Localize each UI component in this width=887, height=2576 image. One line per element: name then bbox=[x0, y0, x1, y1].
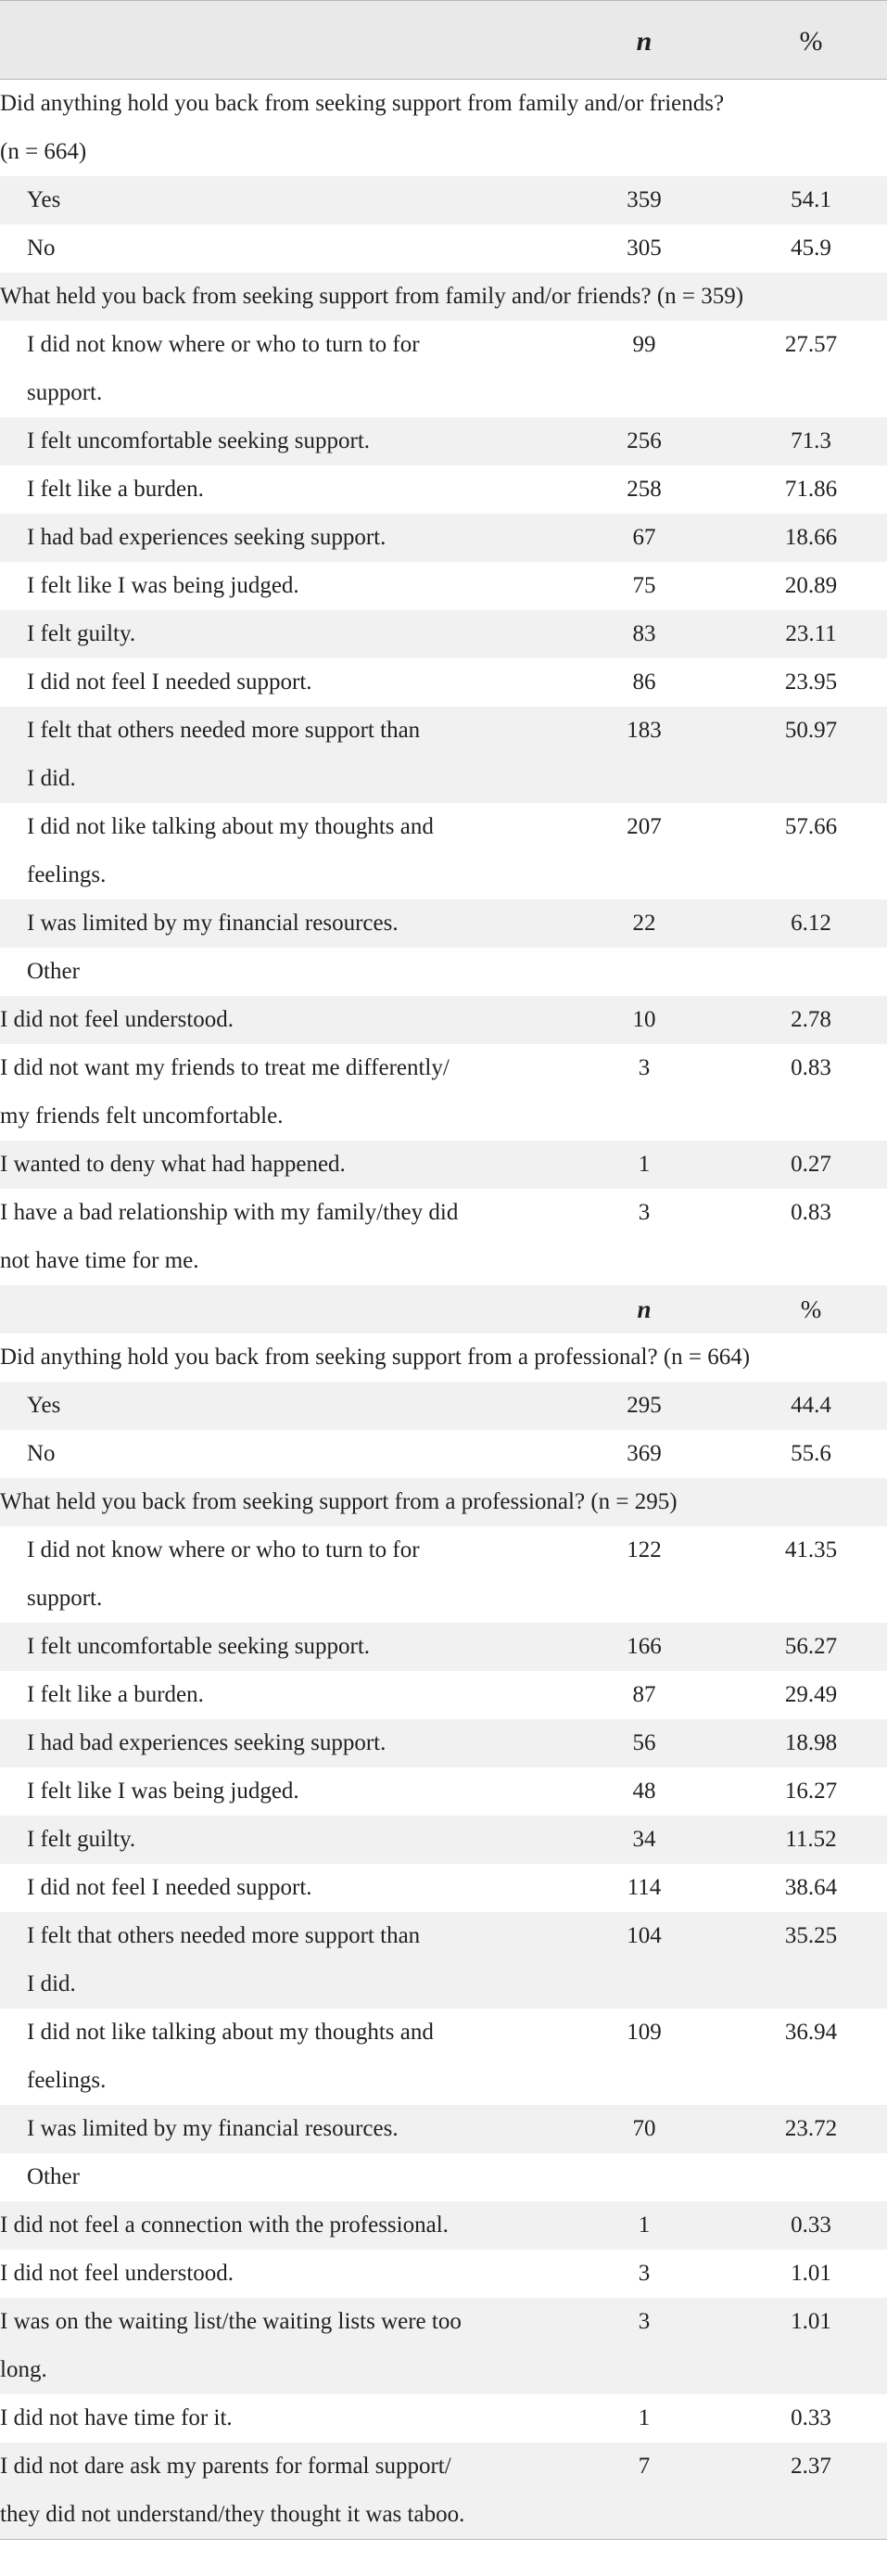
table-row bbox=[0, 2298, 887, 2394]
row-label bbox=[0, 1044, 519, 1141]
row-label bbox=[27, 465, 527, 514]
row-n: 3 bbox=[638, 1055, 651, 1080]
row-pct: 0.83 bbox=[791, 1055, 831, 1080]
row-label bbox=[27, 1719, 527, 1767]
row-n: 183 bbox=[627, 718, 662, 743]
table-row bbox=[0, 562, 887, 610]
table-row bbox=[0, 1526, 887, 1623]
table-row bbox=[0, 707, 887, 803]
row-pct: 56.27 bbox=[784, 1634, 838, 1659]
row-label bbox=[27, 1526, 527, 1623]
row-n: 10 bbox=[632, 1007, 656, 1032]
professional-other-list bbox=[0, 2201, 887, 2539]
row-pct: 50.97 bbox=[784, 718, 838, 743]
header-n: n bbox=[636, 26, 653, 57]
row-label bbox=[27, 1767, 527, 1816]
question-professional-reasons: What held you back from seeking support from a professional? (n = 295) bbox=[0, 1489, 678, 1514]
row-label-line: I had bad experiences seeking support. bbox=[27, 525, 386, 550]
row-n: 305 bbox=[627, 236, 662, 261]
row-n: 295 bbox=[627, 1393, 662, 1418]
row-n: 1 bbox=[638, 2213, 651, 2238]
row-label-line: long. bbox=[0, 2357, 47, 2382]
row-n: 166 bbox=[627, 1634, 662, 1659]
professional-reasons-list bbox=[0, 1526, 887, 2153]
row-pct: 0.33 bbox=[791, 2405, 831, 2430]
row-n: 122 bbox=[627, 1537, 662, 1562]
table-row bbox=[0, 2009, 887, 2105]
row-pct: 23.72 bbox=[784, 2116, 838, 2141]
row-label-line: I felt guilty. bbox=[27, 621, 136, 646]
row-label-line: I did not dare ask my parents for formal support/ bbox=[0, 2454, 451, 2479]
table-row bbox=[0, 1719, 887, 1767]
table-row bbox=[0, 996, 887, 1044]
row-pct: 29.49 bbox=[784, 1682, 838, 1707]
row-label bbox=[27, 417, 527, 465]
row-n: 87 bbox=[632, 1682, 656, 1707]
table-row bbox=[0, 2153, 887, 2201]
row-n: 1 bbox=[638, 2405, 651, 2430]
header-pct: % bbox=[799, 26, 823, 57]
table-row bbox=[0, 610, 887, 658]
row-label bbox=[27, 707, 527, 803]
row-label-line: I did not have time for it. bbox=[0, 2405, 233, 2430]
row-n: 22 bbox=[632, 911, 656, 936]
row-label-line: I did not feel understood. bbox=[0, 2261, 234, 2286]
row-label-line: not have time for me. bbox=[0, 1248, 199, 1273]
row-n: 114 bbox=[627, 1875, 662, 1900]
row-pct: 0.27 bbox=[791, 1152, 831, 1177]
row-n: 258 bbox=[627, 477, 662, 502]
row-pct: 35.25 bbox=[784, 1923, 838, 1948]
row-pct: 18.98 bbox=[784, 1730, 838, 1755]
row-pct: 57.66 bbox=[784, 814, 838, 839]
row-pct: 55.6 bbox=[791, 1441, 831, 1466]
row-label-line: I wanted to deny what had happened. bbox=[0, 1152, 346, 1177]
table-row bbox=[0, 2201, 887, 2250]
row-label-line: feelings. bbox=[27, 862, 107, 887]
other-label: Other bbox=[27, 959, 80, 984]
table-row bbox=[0, 321, 887, 417]
row-label: No bbox=[27, 236, 56, 261]
row-pct: 71.86 bbox=[784, 477, 838, 502]
row-pct: 0.33 bbox=[791, 2213, 831, 2238]
row-label bbox=[27, 899, 527, 948]
row-pct: 71.3 bbox=[791, 428, 831, 453]
other-label: Other bbox=[27, 2164, 80, 2189]
row-n: 70 bbox=[632, 2116, 656, 2141]
row-label-line: I felt that others needed more support than bbox=[27, 1923, 421, 1948]
row-n: 56 bbox=[632, 1730, 656, 1755]
row-label bbox=[27, 514, 527, 562]
row-label-line: I felt like a burden. bbox=[27, 1682, 204, 1707]
row-label-line: I was limited by my financial resources. bbox=[27, 911, 399, 936]
row-n: 3 bbox=[638, 1200, 651, 1225]
row-label bbox=[0, 2298, 519, 2394]
row-pct: 18.66 bbox=[784, 525, 838, 550]
row-pct: 36.94 bbox=[784, 2020, 838, 2045]
row-label bbox=[27, 562, 527, 610]
bottom-rule bbox=[0, 2539, 887, 2540]
row-pct: 0.83 bbox=[791, 1200, 831, 1225]
row-pct: 1.01 bbox=[791, 2261, 831, 2286]
table-row bbox=[0, 899, 887, 948]
row-pct: 2.37 bbox=[791, 2454, 831, 2479]
row-pct: 41.35 bbox=[784, 1537, 838, 1562]
row-pct: 38.64 bbox=[784, 1875, 838, 1900]
row-label bbox=[27, 2105, 527, 2153]
row-label: Yes bbox=[27, 1393, 61, 1418]
table-row bbox=[0, 1141, 887, 1189]
row-label-line: I felt like I was being judged. bbox=[27, 573, 299, 598]
row-label-line: I have a bad relationship with my family/they did bbox=[0, 1200, 459, 1225]
row-label-line: I did. bbox=[27, 766, 76, 791]
row-label bbox=[27, 1671, 527, 1719]
table-row bbox=[0, 1816, 887, 1864]
table-row bbox=[0, 1189, 887, 1285]
row-label bbox=[27, 1623, 527, 1671]
row-label-line: I felt like I was being judged. bbox=[27, 1779, 299, 1804]
row-label-line: I felt uncomfortable seeking support. bbox=[27, 428, 371, 453]
row-n: 109 bbox=[627, 2020, 662, 2045]
row-pct: 6.12 bbox=[791, 911, 831, 936]
family-other-list bbox=[0, 996, 887, 1285]
table-row bbox=[0, 1671, 887, 1719]
question-family-reasons: What held you back from seeking support from family and/or friends? (n = 359) bbox=[0, 284, 744, 309]
row-label bbox=[0, 2442, 519, 2539]
row-label-line: I did not know where or who to turn to for bbox=[27, 332, 420, 357]
table-row bbox=[0, 803, 887, 899]
row-label-line: I did not want my friends to treat me differently/ bbox=[0, 1055, 450, 1080]
table-row bbox=[0, 658, 887, 707]
table-row bbox=[0, 273, 887, 321]
row-pct: 16.27 bbox=[784, 1779, 838, 1804]
row-label-line: feelings. bbox=[27, 2068, 107, 2093]
table-row bbox=[0, 2105, 887, 2153]
question-text: Did anything hold you back from seeking support from family and/or friends? bbox=[0, 91, 725, 116]
question-n-note: (n = 664) bbox=[0, 139, 87, 164]
table-row bbox=[0, 1478, 887, 1526]
row-pct: 45.9 bbox=[791, 236, 831, 261]
row-label bbox=[0, 2201, 519, 2250]
subheader-n: n bbox=[637, 1295, 652, 1323]
table-row bbox=[0, 2250, 887, 2298]
row-label-line: I did not feel I needed support. bbox=[27, 1875, 312, 1900]
row-n: 75 bbox=[632, 573, 656, 598]
row-pct: 23.95 bbox=[784, 670, 838, 695]
row-label bbox=[27, 803, 527, 899]
table-row bbox=[0, 514, 887, 562]
row-label-line: I did not feel understood. bbox=[0, 1007, 234, 1032]
table-row bbox=[0, 1285, 887, 1333]
table-row bbox=[0, 176, 887, 224]
row-label bbox=[0, 1141, 519, 1189]
row-label-line: support. bbox=[27, 1586, 103, 1611]
row-pct: 27.57 bbox=[784, 332, 838, 357]
question-family-holdback bbox=[0, 80, 871, 176]
table-row bbox=[0, 80, 887, 176]
row-label bbox=[0, 1189, 519, 1285]
table-row bbox=[0, 1333, 887, 1382]
row-label-line: I did not feel I needed support. bbox=[27, 670, 312, 695]
row-label-line: I did not feel a connection with the professional. bbox=[0, 2213, 449, 2238]
table-row bbox=[0, 1864, 887, 1912]
table-row bbox=[0, 417, 887, 465]
row-label-line: I felt uncomfortable seeking support. bbox=[27, 1634, 371, 1659]
row-pct: 44.4 bbox=[791, 1393, 831, 1418]
row-label bbox=[27, 1864, 527, 1912]
table-row bbox=[0, 1912, 887, 2009]
table-row bbox=[0, 224, 887, 273]
subheader-pct: % bbox=[800, 1295, 822, 1323]
row-n: 83 bbox=[632, 621, 656, 646]
row-pct: 23.11 bbox=[785, 621, 837, 646]
row-label bbox=[0, 996, 519, 1044]
row-label-line: I did not like talking about my thoughts and bbox=[27, 814, 434, 839]
row-label-line: I felt that others needed more support than bbox=[27, 718, 421, 743]
row-label-line: I had bad experiences seeking support. bbox=[27, 1730, 386, 1755]
family-reasons-list bbox=[0, 321, 887, 948]
row-label-line: my friends felt uncomfortable. bbox=[0, 1103, 284, 1129]
row-label bbox=[0, 2394, 519, 2442]
row-label: Yes bbox=[27, 187, 61, 212]
row-n: 369 bbox=[627, 1441, 662, 1466]
row-pct: 1.01 bbox=[791, 2309, 831, 2334]
row-label-line: I did not like talking about my thoughts and bbox=[27, 2020, 434, 2045]
row-pct: 20.89 bbox=[784, 573, 838, 598]
row-label: No bbox=[27, 1441, 56, 1466]
table-row bbox=[0, 948, 887, 996]
row-pct: 11.52 bbox=[785, 1827, 837, 1852]
row-label-line: support. bbox=[27, 380, 103, 405]
row-label bbox=[27, 1816, 527, 1864]
table-row bbox=[0, 1430, 887, 1478]
table-row bbox=[0, 1382, 887, 1430]
row-label bbox=[27, 2009, 527, 2105]
table-header bbox=[0, 1, 887, 79]
table-row bbox=[0, 2394, 887, 2442]
row-n: 1 bbox=[638, 1152, 651, 1177]
row-label-line: I did. bbox=[27, 1971, 76, 1996]
row-label bbox=[0, 2250, 519, 2298]
row-label-line: they did not understand/they thought it was taboo. bbox=[0, 2502, 465, 2527]
row-n: 359 bbox=[627, 187, 662, 212]
row-n: 3 bbox=[638, 2309, 651, 2334]
table-row bbox=[0, 1044, 887, 1141]
row-n: 86 bbox=[632, 670, 656, 695]
row-label bbox=[27, 610, 527, 658]
table-row bbox=[0, 1623, 887, 1671]
row-pct: 2.78 bbox=[791, 1007, 831, 1032]
row-n: 3 bbox=[638, 2261, 651, 2286]
row-label-line: I felt guilty. bbox=[27, 1827, 136, 1852]
row-label-line: I was limited by my financial resources. bbox=[27, 2116, 399, 2141]
row-n: 67 bbox=[632, 525, 656, 550]
question-professional-holdback: Did anything hold you back from seeking support from a professional? (n = 664) bbox=[0, 1345, 751, 1370]
row-label-line: I felt like a burden. bbox=[27, 477, 204, 502]
table-row bbox=[0, 465, 887, 514]
row-n: 48 bbox=[632, 1779, 656, 1804]
row-pct: 54.1 bbox=[791, 187, 831, 212]
row-label bbox=[27, 1912, 527, 2009]
row-n: 207 bbox=[627, 814, 662, 839]
table-row bbox=[0, 2442, 887, 2539]
row-label-line: I was on the waiting list/the waiting lists were too bbox=[0, 2309, 462, 2334]
row-n: 99 bbox=[632, 332, 656, 357]
table-row bbox=[0, 1767, 887, 1816]
row-n: 256 bbox=[627, 428, 662, 453]
row-n: 104 bbox=[627, 1923, 662, 1948]
row-label-line: I did not know where or who to turn to for bbox=[27, 1537, 420, 1562]
row-label bbox=[27, 658, 527, 707]
row-n: 7 bbox=[638, 2454, 651, 2479]
row-n: 34 bbox=[632, 1827, 656, 1852]
row-label bbox=[27, 321, 527, 417]
